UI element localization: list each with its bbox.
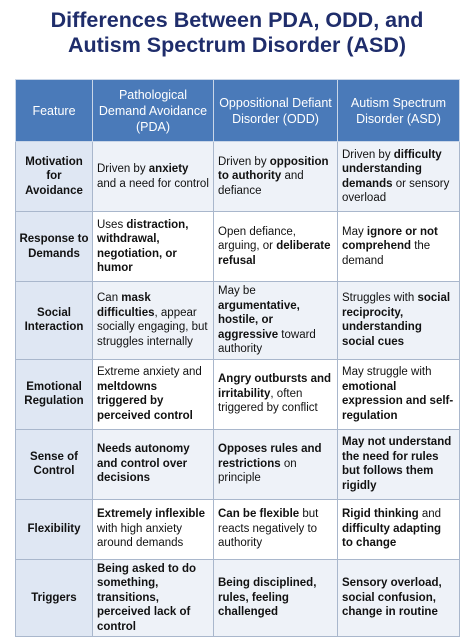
text: May be	[218, 285, 256, 297]
cell-asd	[338, 282, 460, 360]
bold-text: Angry outbursts and irritability	[218, 373, 332, 400]
text: and a need for control	[97, 177, 209, 190]
table-row	[16, 429, 460, 499]
cell-asd	[338, 559, 460, 637]
text: Driven by	[218, 155, 270, 168]
bold-text: distraction, withdrawal, negotiation, or humor	[97, 218, 189, 274]
cell-odd	[214, 212, 338, 282]
bold-text: Opposes rules and restrictions	[218, 443, 322, 470]
text: but reacts negatively to authority	[218, 508, 319, 550]
cell-odd	[214, 499, 338, 559]
cell-asd	[338, 359, 460, 429]
cell-odd	[214, 559, 338, 637]
page-title	[0, 8, 474, 58]
cell-pda	[93, 142, 214, 212]
header-row	[16, 80, 460, 142]
bold-text: meltdowns triggered by perceived control	[97, 380, 193, 422]
feature-cell: Social Interaction	[16, 282, 93, 360]
table-row	[16, 212, 460, 282]
cell-odd	[214, 429, 338, 499]
feature-cell: Flexibility	[16, 499, 93, 559]
feature-cell: Triggers	[16, 559, 93, 637]
text: Can	[97, 292, 122, 305]
comparison-table	[15, 79, 460, 637]
bold-text: Can be flexible	[218, 508, 300, 521]
bold-text: Being asked to do something, transitions, perceived lack of control	[97, 562, 197, 633]
cell-asd	[338, 142, 460, 212]
bold-text: Rigid thinking	[342, 508, 419, 521]
cell-pda	[93, 359, 214, 429]
text: and	[418, 508, 442, 521]
text: and defiance	[218, 170, 304, 197]
feature-cell: Emotional Regulation	[16, 359, 93, 429]
text: Open defiance, arguing, or	[218, 225, 297, 253]
bold-text: ignore or not comprehend	[342, 225, 438, 253]
text: Driven by	[97, 163, 149, 175]
text: Driven by	[342, 148, 394, 161]
text: the demand	[342, 240, 431, 267]
text: with high anxiety around demands	[97, 522, 184, 550]
header-pda: Pathological Demand Avoidance (PDA)	[93, 80, 214, 142]
bold-text: deliberate refusal	[218, 240, 331, 267]
bold-text: Needs autonomy and control over decisions	[97, 443, 190, 485]
header-asd: Autism Spectrum Disorder (ASD)	[338, 80, 460, 142]
feature-cell: Response to Demands	[16, 212, 93, 282]
bold-text: difficulty understanding demands	[342, 148, 442, 190]
bold-text: Extremely inflexible	[97, 508, 206, 521]
cell-asd	[338, 429, 460, 499]
cell-odd	[214, 142, 338, 212]
feature-cell: Sense of Control	[16, 429, 93, 499]
cell-pda	[93, 282, 214, 360]
text: , often triggered by conflict	[218, 387, 318, 415]
cell-asd	[338, 212, 460, 282]
bold-text: Sensory overload, social confusion, change in routine	[342, 577, 442, 618]
cell-asd	[338, 499, 460, 559]
table-row	[16, 142, 460, 212]
title-line-2: Autism Spectrum Disorder (ASD)	[67, 33, 407, 57]
cell-odd	[214, 282, 338, 360]
table-body	[16, 142, 460, 637]
bold-text: social reciprocity, understanding social cues	[342, 292, 451, 348]
cell-pda	[93, 429, 214, 499]
text: May struggle with	[342, 366, 432, 378]
text: toward authority	[218, 328, 316, 355]
cell-pda	[93, 559, 214, 637]
table-row	[16, 359, 460, 429]
table-row	[16, 559, 460, 637]
table-row	[16, 499, 460, 559]
bold-text: emotional expression and self-regulation	[342, 380, 454, 422]
text: Uses	[97, 218, 127, 231]
title-line-1: Differences Between PDA, ODD, and	[50, 8, 424, 32]
header-feature: Feature	[16, 80, 93, 142]
bold-text: argumentative, hostile, or aggressive	[218, 299, 300, 341]
feature-cell: Motivation for Avoidance	[16, 142, 93, 212]
text: Extreme anxiety and	[97, 366, 202, 378]
text: Struggles with	[342, 292, 418, 305]
bold-text: anxiety	[148, 163, 189, 175]
text: , appear socially engaging, but struggles internally	[97, 306, 208, 348]
header-odd: Oppositional Defiant Disorder (ODD)	[214, 80, 338, 142]
bold-text: mask difficulties	[97, 292, 155, 319]
text: or sensory overload	[342, 177, 450, 204]
bold-text: opposition to authority	[218, 155, 329, 183]
text: on principle	[218, 457, 297, 485]
text: May	[342, 225, 367, 238]
cell-pda	[93, 499, 214, 559]
bold-text: May not understand the need for rules but follows them rigidly	[342, 436, 452, 492]
cell-odd	[214, 359, 338, 429]
bold-text: difficulty adapting to change	[342, 522, 442, 550]
bold-text: Being disciplined, rules, feeling challenged	[218, 577, 317, 618]
cell-pda	[93, 212, 214, 282]
table-row	[16, 282, 460, 360]
